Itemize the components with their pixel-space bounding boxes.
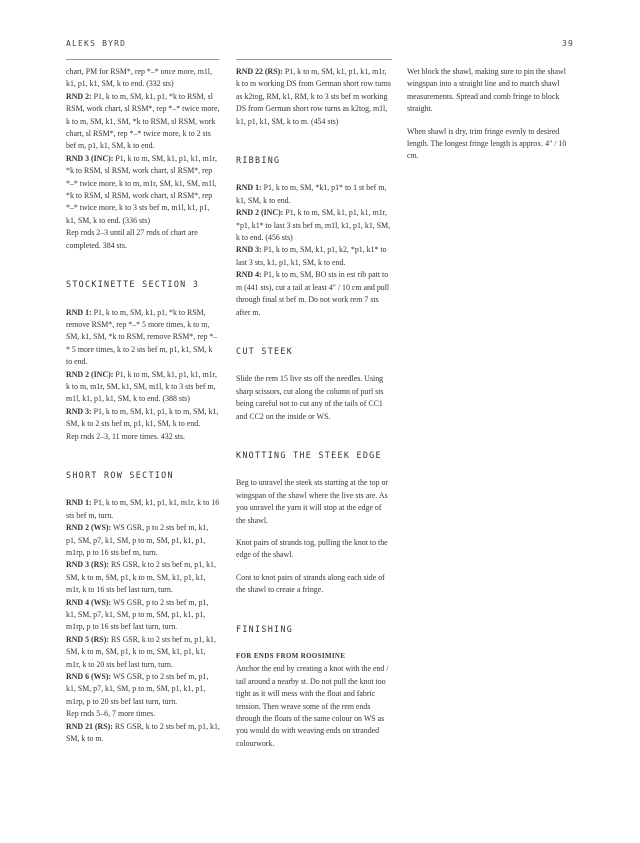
section-heading-finishing: FINISHING (236, 623, 294, 634)
round-text: RS GSR, k to 2 sts bef m, p1, k1, SM, k to m, SM, p1, k to m, SM, k1, p1, k1, m1r, k to 20 sts bef last turn, turn. (66, 634, 216, 669)
round-label: RND 21 (RS): (66, 721, 113, 731)
round-2 (66, 91, 220, 153)
short-row-round-21 (66, 721, 220, 746)
finishing-text: Anchor the end by creating a knot with the end / tail around a nearby st. Do not pull the knot too tight as it will mess with the float and fabric tension. Then weave some of the rem ends through the floats of the same colour on WS as you would do with weaving ends on stranded colourwork. (236, 664, 389, 748)
round-label: RND 22 (RS): (236, 67, 283, 76)
round-label: RND 2 (INC): (236, 208, 284, 218)
chart-intro-text: chart, PM for RSM*, rep *–* once more, m1l, k1, p1, k1, SM, k to end. (332 sts) (66, 67, 212, 89)
round-label: RND 3 (RS): (66, 560, 109, 570)
column-3 (407, 66, 570, 163)
round-text: P1, k to m, SM, k1, p1, k1, m1r, *k to RSM, sl RSM, work chart, sl RSM*, rep *–* twice more, k to m, m1r, SM, k1, SM, m1l, *k to RSM, sl RSM, work chart, sl RSM*, rep *–* twice more, k to 3 sts bef m, m1l, k1, p1, k1, SM, k to end. (336 sts) (66, 153, 217, 225)
repeat-note: Rep rnds 2–3 until all 27 rnds of chart are completed. 384 sts. (66, 228, 198, 250)
round-text: P1, k to m, SM, BO sts in est rib patt to m (441 sts), cut a tail at least 4" / 10 cm and pull through final st bef m. Do not work rem 7 sts after m. (236, 270, 390, 317)
stockinette-round-2 (66, 369, 220, 406)
round-text: RS GSR, k to 2 sts bef m, p1, k1, SM, k to m. (66, 721, 220, 744)
round-label: RND 5 (RS): (66, 634, 109, 644)
round-text: P1, k to m, SM, k1, p1, k to m, SM, k1, SM, k to 2 sts bef m, p1, k1, SM, k to end. (66, 406, 219, 429)
round-text: WS GSR, p to 2 sts bef m, p1, k1, SM, p7, k1, SM, p to m, SM, p1, k1, p1, m1rp, p to 20 sts bef last turn, turn. (66, 672, 209, 706)
running-header (66, 36, 574, 50)
section-heading-cut-steek: CUT STEEK (236, 345, 294, 356)
round-label: RND 1: (66, 498, 92, 508)
author-name: ALEKS BYRD (66, 38, 127, 48)
round-text: P1, k to m, SM, *k1, p1* to 1 st bef m, k1, SM, k to end. (236, 183, 387, 205)
round-text: P1, k to m, SM, k1, p1, k2, *p1, k1* to last 3 sts, k1, p1, k1, SM, k to end. (236, 245, 387, 267)
round-label: RND 4 (WS): (66, 597, 112, 607)
round-label: RND 3 (INC): (66, 153, 114, 163)
round-3-inc (66, 153, 220, 227)
round-label: RND 2 (WS): (66, 523, 112, 533)
short-row-round-5 (66, 634, 220, 671)
round-label: RND 2: (66, 91, 92, 101)
column-1-rule (66, 59, 219, 60)
round-text: RS GSR, k to 2 sts bef m, p1, k1, SM, k to m, SM, p1, k to m, SM, k1, p1, k1, m1r, k to 16 sts bef last turn, turn. (66, 560, 216, 595)
ribbing-round-1 (236, 182, 392, 207)
round-label: RND 1: (66, 307, 92, 317)
round-text: P1, k to m, SM, k1, p1, k1, m1r, k to 16 sts bef m, turn. (66, 498, 220, 520)
round-label: RND 2 (INC): (66, 369, 114, 379)
round-text: P1, k to m, SM, k1, p1, *k to RSM, sl RSM, work chart, sl RSM*, rep *–* twice more, k to m, SM, k1, SM, *k to RSM, sl RSM, work chart, sl RSM*, rep *–* twice more, k to 2 sts bef m, p1, k1, SM, k to end. (66, 91, 220, 151)
column-2 (236, 66, 392, 750)
finishing-subheading: FOR ENDS FROM ROOSIMINE (236, 653, 346, 660)
column-1 (66, 66, 220, 746)
short-row-round-6 (66, 671, 220, 708)
short-row-round-2 (66, 522, 220, 559)
round-text: WS GSR, p to 2 sts bef m, k1, p1, SM, p7, k1, SM, p to m, SM, p1, k1, p1, m1rp, p to 16 sts bef m, turn. (66, 523, 209, 557)
ribbing-round-4 (236, 269, 392, 319)
page-number: 39 (561, 38, 574, 48)
short-row-round-1 (66, 497, 220, 522)
section-heading-short-row: SHORT ROW SECTION (66, 469, 174, 480)
round-text: P1, k to m, SM, k1, p1, k1, m1r, k to m working DS from German short row turns as k2tog, RM, k1, RM, k to 3 sts bef m working DS from German short row turns as k2tog, m1l, k1, p1, k1, SM, k to m. (454 sts) (236, 67, 391, 126)
round-label: RND 3: (236, 245, 262, 255)
stockinette-round-3 (66, 406, 220, 431)
trim-fringe-text: When shawl is dry, trim fringe evenly to desired length. The longest fringe length is approx. 4" / 10 cm. (407, 126, 567, 161)
stockinette-round-1 (66, 307, 220, 369)
round-text: P1, k to m, SM, k1, p1, k1, m1r, k to m, m1r, SM, k1, SM, m1l, k to 3 sts bef m, m1l, k1, p1, k1, SM, k to end. (388 sts) (66, 369, 217, 404)
short-row-round-3 (66, 559, 220, 596)
knotting-text-3: Cont to knot pairs of strands along each side of the shawl to create a fringe. (236, 572, 385, 595)
round-label: RND 1: (236, 183, 262, 193)
ribbing-round-2 (236, 207, 392, 244)
short-row-round-4 (66, 597, 220, 634)
round-text: WS GSR, p to 2 sts bef m, p1, k1, SM, p7, k1, SM, p to m, SM, p1, k1, p1, m1rp, p to 16 sts bef last turn, turn. (66, 597, 209, 632)
cut-steek-text: Slide the rem 15 live sts off the needles. Using sharp scissors, cut along the column of purl sts being careful not to cut any of the tails of CC1 and CC2 on the inside or WS. (236, 374, 384, 421)
short-row-repeat: Rep rnds 5–6, 7 more times. (66, 709, 156, 719)
section-heading-knotting: KNOTTING THE STEEK EDGE (236, 449, 382, 460)
section-heading-ribbing: RIBBING (236, 155, 281, 166)
column-2-rule (236, 59, 392, 60)
round-text: P1, k to m, SM, k1, p1, k1, m1r, *p1, k1* to last 3 sts bef m, m1l, k1, p1, k1, SM, k to end. (456 sts) (236, 208, 391, 243)
blocking-text: Wet block the shawl, making sure to pin the shawl wingspan into a straight line and to match shawl measurements. Spread and comb fringe to block straight. (407, 67, 566, 114)
section-heading-stockinette: STOCKINETTE SECTION 3 (66, 279, 200, 290)
round-label: RND 3: (66, 406, 92, 416)
knotting-text-1: Beg to unravel the steek sts starting at the top or wingspan of the shawl where the live sts are. As you unravel the yarn it will stop at the edge of the shawl. (236, 478, 389, 525)
stockinette-repeat: Rep rnds 2–3, 11 more times. 432 sts. (66, 431, 185, 441)
knotting-text-2: Knot pairs of strands tog, pulling the knot to the edge of the shawl. (236, 537, 388, 560)
round-label: RND 4: (236, 270, 262, 280)
round-text: P1, k to m, SM, k1, p1, *k to RSM, remove RSM*, rep *–* 5 more times, k to m, SM, k1, SM, *k to RSM, remove RSM*, rep *–* 5 more times, k to 2 sts bef m, p1, k1, SM, k to end. (66, 307, 218, 367)
short-row-round-22 (236, 66, 392, 128)
ribbing-round-3 (236, 244, 392, 269)
round-label: RND 6 (WS): (66, 672, 112, 682)
